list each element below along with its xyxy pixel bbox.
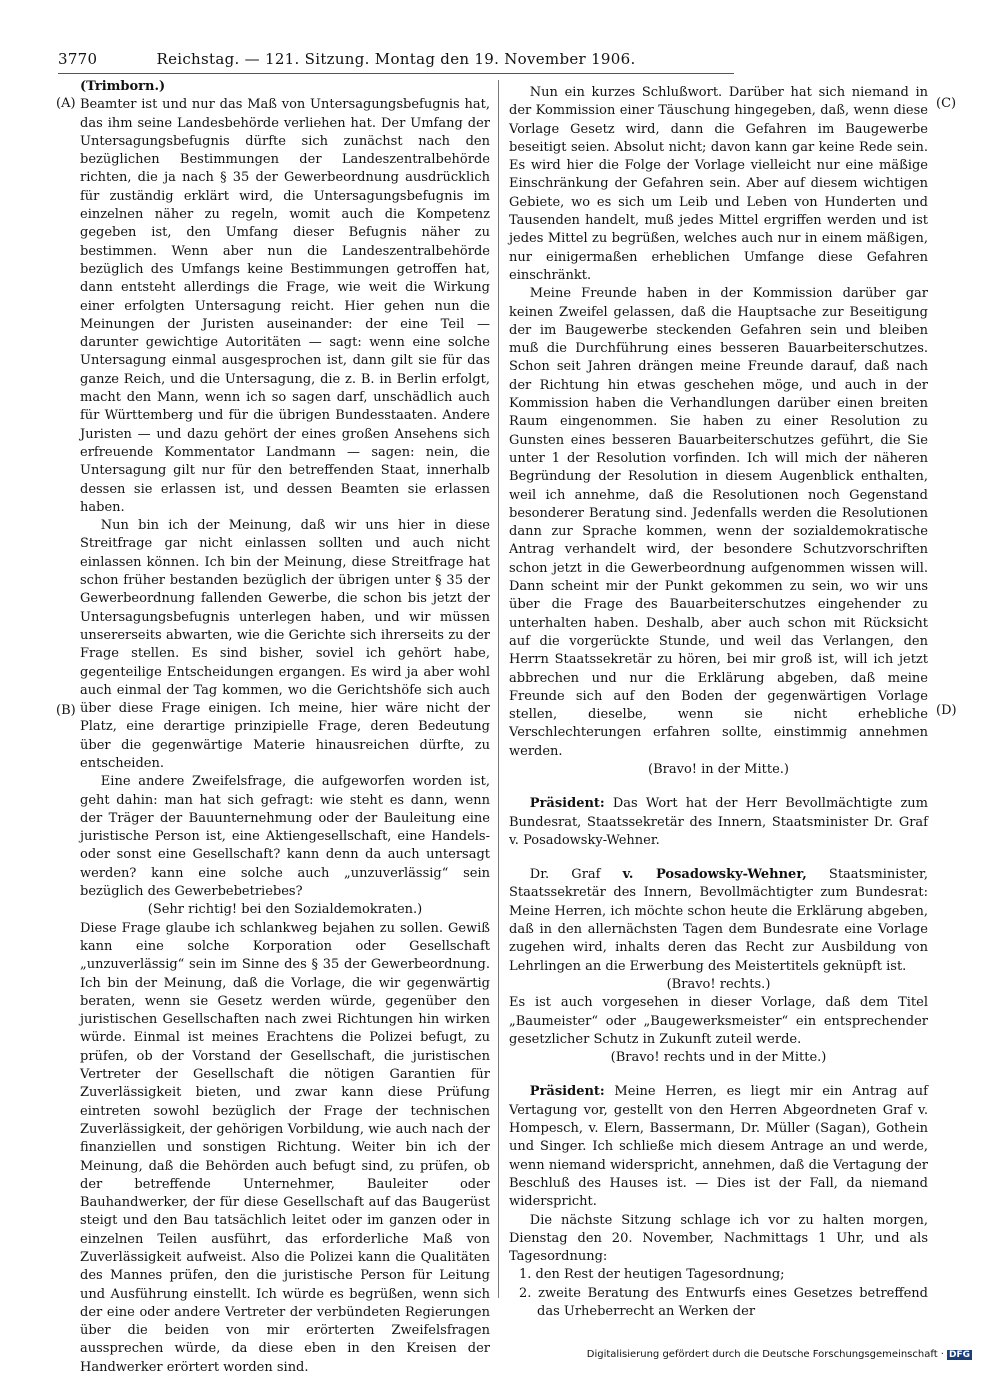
right-column bbox=[509, 78, 928, 1321]
speaker-prefix: Dr. Graf bbox=[529, 867, 601, 883]
paragraph: Es ist auch vorgesehen in dieser Vorlage, daß dem Titel „Baumeister“ oder „Baugewerksmeister“ ein entsprechender gesetzlicher Schutz in Zukunft zuteil werde. bbox=[509, 995, 928, 1047]
speaker-tag: (Trimborn.) bbox=[80, 79, 166, 94]
speaker-name: Präsident: bbox=[529, 796, 605, 812]
margin-marker-b: (B) bbox=[56, 703, 76, 718]
paragraph: Eine andere Zweifelsfrage, die aufgeworfen worden ist, geht dahin: man hat sich gefragt: wie steht es dann, wenn der Träger der Bauunternehmung oder der Bauleitung eine juristische Person ist, eine Aktiengesellschaft, eine Handels- oder sonst eine Gesellschaft? kann denn da auch untersagt werden? kann eine solche auch „unzuverlässig“ sein bezüglich des Gewerbebetriebes? bbox=[80, 774, 490, 900]
page-number: 3770 bbox=[58, 50, 98, 68]
agenda-item: 1. den Rest der heutigen Tagesordnung; bbox=[519, 1267, 785, 1283]
paragraph: Nun bin ich der Meinung, daß wir uns hier in diese Streitfrage gar nicht einlassen sollten und auch nicht einlassen können. Ich bin der Meinung, diese Streitfrage hat schon früher bestanden bezüglich der übrigen unter § 35 der Gewerbeordnung fallenden Gewerbe, die schon bis jetzt der Untersagungsbefugnis unterlegen haben, und wir müssen unsererseits abwarten, wie die Gerichte sich ihrerseits zu der Frage stellen. Es sind bisher, soviel ich gehört habe, gegenteilige Entscheidungen ergangen. Es wird ja aber wohl auch einmal der Tag kommen, wo die Gerichtshöfe sich auch über diese Frage einigen. Ich meine, hier wäre nicht der Platz, eine derartige prinzipielle Frage, deren Bedeutung über die gegenwärtige Materie hinausreichen dürfte, zu entscheiden. bbox=[80, 518, 490, 771]
margin-marker-d: (D) bbox=[936, 703, 957, 718]
running-title: Reichstag. — 121. Sitzung. Montag den 19. November 1906. bbox=[156, 50, 636, 68]
margin-marker-a: (A) bbox=[56, 96, 76, 111]
page-header bbox=[58, 50, 734, 74]
applause: (Bravo! rechts und in der Mitte.) bbox=[610, 1050, 827, 1066]
margin-marker-c: (C) bbox=[936, 96, 957, 111]
left-column bbox=[80, 78, 490, 1377]
footer-text: Digitalisierung gefördert durch die Deutsche Forschungsgemeinschaft · bbox=[586, 1349, 944, 1360]
speaker-name: v. Posadowsky-Wehner, bbox=[622, 867, 807, 883]
paragraph-text: Staatsminister, Staatssekretär des Innern, Bevollmächtigter zum Bundesrat: Meine Herren, ich möchte schon heute die Erklärung abgeben, daß in den allernächsten Tagen dem Bundesrate eine Vorlage zugehen wird, inhalts deren das Recht zur Ausbildung von Lehrlingen an die Erwerbung des Meistertitels geknüpft ist. bbox=[509, 867, 928, 974]
paragraph: Nun ein kurzes Schlußwort. Darüber hat sich niemand in der Kommission einer Täuschung hingegeben, daß, wenn diese Vorlage Gesetz wird, dann die Gefahren im Baugewerbe beseitigt seien. Absolut nicht; davon kann gar keine Rede sein. Es wird hier die Folge der Vorlage vielleicht nur eine mäßige Einschränkung der Gefahren sein. Aber auf diesem wichtigen Gebiete, wo es sich um Leib und Leben von Hunderten und Tausenden handelt, muß jedes Mittel ergriffen werden und ist jedes Mittel zu begrüßen, welches auch nur in einem mäßigen, nur einigermaßen erheblichen Umfange diese Gefahren einschränkt. bbox=[509, 85, 928, 283]
applause: (Bravo! rechts.) bbox=[666, 976, 771, 992]
paragraph: Diese Frage glaube ich schlankweg bejahen zu sollen. Gewiß kann eine solche Korporation oder Gesellschaft „unzuverlässig“ sein im Sinne des § 35 der Gewerbeordnung. Ich bin der Meinung, daß die Vorlage, die wir gegenwärtig beraten, wenn sie Gesetz werden würde, gegenüber den juristischen Gesellschaften nach zwei Richtungen hin wirken würde. Einmal ist meines Erachtens die Polizei befugt, zu prüfen, ob der Vorstand der Gesellschaft, die juristischen Vertreter der Gesellschaft die nötigen Garantien für Zuverlässigkeit bieten, und zwar kann diese Prüfung eintreten sowohl bezüglich der Frage der technischen Zuverlässigkeit, der gehörigen Vorbildung, wie auch nach der finanziellen und sonstigen Richtung. Weiter bin ich der Meinung, daß die Behörden auch befugt sind, zu prüfen, ob der betreffende Unternehmer, Bauleiter oder Bauhandwerker, der für diese Gesellschaft auf das Baugerüst steigt und den Bau tatsächlich leitet oder im ganzen oder in einzelnen Teilen ausführt, das erforderliche Maß von Zuverlässigkeit aufweist. Also die Polizei kann die Qualitäten des Mannes prüfen, den die juristische Person für Leitung und Ausführung einstellt. Ich würde es begrüßen, wenn sich der eine oder andere Vertreter der verbündeten Regierungen über die beiden von mir erörterten Zweifelsfragen aussprechen würde, da diese eben in den Kreisen der Handwerker erörtert worden sind. bbox=[80, 920, 490, 1375]
paragraph: Beamter ist und nur das Maß von Untersagungsbefugnis hat, das ihm seine Landesbehörde verliehen hat. Der Umfang der Untersagungsbefugnis dürfte sich zunächst nach den bezüglichen Bestimmungen der Landeszentralbehörde richten, die ja nach § 35 der Gewerbeordnung ausdrücklich für zuständig erklärt wird, die Untersagungsbefugnis im einzelnen näher zu regeln, womit auch die Kompetenz gegeben ist, den Umfang dieser Befugnis näher zu bestimmen. Wenn aber nun die Landeszentralbehörde bezüglich des Umfangs keine Bestimmungen getroffen hat, dann entsteht allerdings die Frage, wie weit die Wirkung einer erfolgten Untersagung reicht. Hier gehen nun die Meinungen der Juristen auseinander: der eine Teil — darunter gewichtige Autoritäten — sagt: wenn eine solche Untersagung einmal ausgesprochen ist, dann gilt sie für das ganze Reich, und die Untersagung, die z. B. in Berlin erfolgt, macht den Mann, wenn ich so sagen darf, unschädlich auch für Württemberg und für die übrigen Bundesstaaten. Andere Juristen — und dazu gehört der eines großen Ansehens sich erfreuende Kommentator Landmann — sagen: nein, die Untersagung gilt nur für den betreffenden Staat, innerhalb dessen sie erlassen ist, und dessen Beamten sie erlassen haben. bbox=[80, 97, 490, 515]
paragraph-text: Meine Herren, es liegt mir ein Antrag auf Vertagung vor, gestellt von den Herren Abgeordneten Graf v. Hompesch, v. Elern, Bassermann, Dr. Müller (Sagan), Gothein und Singer. Ich schließe mich diesem Antrage an und werde, wenn niemand widerspricht, annehmen, daß die Vertagung der Beschluß des Hauses ist. — Dies ist der Fall, da niemand widerspricht. bbox=[509, 1084, 928, 1210]
interjection: (Sehr richtig! bei den Sozialdemokraten.) bbox=[147, 902, 423, 918]
paragraph: Meine Freunde haben in der Kommission darüber gar keinen Zweifel gelassen, daß die Hauptsache zur Beseitigung der im Baugewerbe steckenden Gefahren sein und bleiben muß die Durchführung eines besseren Bauarbeiterschutzes. Schon seit Jahren drängen meine Freunde darauf, daß nach der Richtung hin etwas geschehen möge, und auch in der Kommission haben die Verhandlungen darüber einen breiten Raum eingenommen. Sie haben zu einer Resolution zu Gunsten eines besseren Bauarbeiterschutzes geführt, die Sie unter 1 der Resolution vorfinden. Ich will mich der näheren Begründung der Resolution in diesem Augenblick enthalten, weil ich annehme, daß die Resolutionen noch Gegenstand besonderer Beratung sind. Jedenfalls werden die Resolutionen dann zur Sprache kommen, wenn der sozialdemokratische Antrag verhandelt wird, der besondere Schutzvorschriften schon jetzt in die Gewerbeordnung aufgenommen wissen will. Dann scheint mir der Punkt gekommen zu sein, wo wir uns über die Frage des Bauarbeiterschutzes eingehender zu unterhalten haben. Deshalb, aber auch schon mit Rücksicht auf die vorgerückte Stunde, und weil das Verlangen, den Herrn Staatssekretär zu hören, bei mir groß ist, will ich jetzt abbrechen und nur die Erklärung abgeben, daß meine Freunde sich auf den Boden der gegenwärtigen Vorlage stellen, dieselbe, wenn sie nicht erhebliche Verschlechterungen erfahren sollte, einstimmig annehmen werden. bbox=[509, 286, 928, 759]
dfg-logo: DFG bbox=[948, 1350, 970, 1360]
header-rule bbox=[58, 73, 734, 74]
agenda-item: 2. zweite Beratung des Entwurfs eines Gesetzes betreffend das Urheberrecht an Werken der bbox=[519, 1285, 928, 1319]
paragraph bbox=[509, 1083, 928, 1211]
paragraph: Die nächste Sitzung schlage ich vor zu halten morgen, Dienstag den 20. November, Nachmittags 1 Uhr, und als Tagesordnung: bbox=[509, 1212, 928, 1265]
applause: (Bravo! in der Mitte.) bbox=[648, 761, 789, 777]
paragraph bbox=[509, 866, 928, 976]
column-divider bbox=[498, 80, 499, 1298]
footer-credit bbox=[587, 1349, 972, 1360]
paragraph-text: Das Wort hat der Herr Bevollmächtigte zum Bundesrat, Staatssekretär des Innern, Staatsminister Dr. Graf v. Posadowsky-Wehner. bbox=[509, 796, 928, 848]
speaker-name: Präsident: bbox=[529, 1084, 605, 1100]
paragraph bbox=[509, 795, 928, 850]
